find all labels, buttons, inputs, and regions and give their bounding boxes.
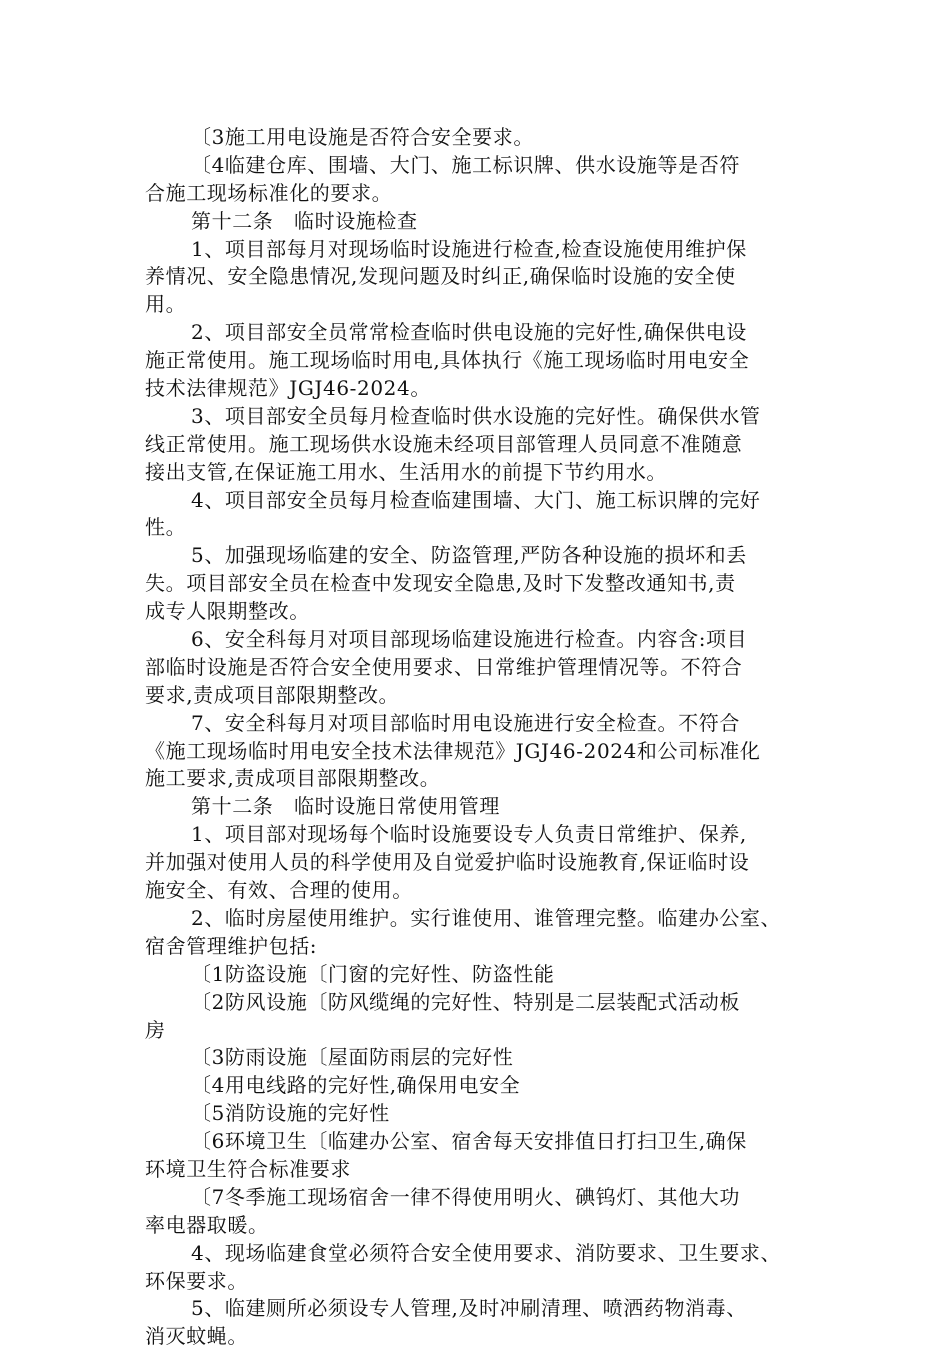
text-line: 线正常使用。施工现场供水设施未经项目部管理人员同意不准随意	[145, 431, 743, 456]
text-line: 环保要求。	[145, 1268, 248, 1293]
text-line: 性。	[145, 515, 187, 540]
document-body	[145, 124, 825, 1351]
text-line: 〔1防盗设施〔门窗的完好性、防盗性能	[191, 961, 555, 986]
text-line: 〔5消防设施的完好性	[191, 1101, 390, 1126]
text-line: 第十二条 临时设施检查	[191, 208, 418, 233]
text-line: 用。	[145, 292, 187, 317]
text-line: 〔4用电线路的完好性,确保用电安全	[191, 1073, 521, 1098]
text-line: 失。项目部安全员在检查中发现安全隐患,及时下发整改通知书,责	[145, 571, 736, 596]
text-line: 成专人限期整改。	[145, 599, 310, 624]
text-line: 2、临时房屋使用维护。实行谁使用、谁管理完整。临建办公室、	[191, 905, 782, 930]
text-line: 1、项目部每月对现场临时设施进行检查,检查设施使用维护保	[191, 236, 747, 261]
text-line: 第十二条 临时设施日常使用管理	[191, 794, 500, 819]
text-line: 2、项目部安全员常常检查临时供电设施的完好性,确保供电设	[191, 320, 747, 345]
text-line: 环境卫生符合标准要求	[145, 1156, 351, 1181]
text-line: 养情况、安全隐患情况,发现问题及时纠正,确保临时设施的安全使	[145, 264, 736, 289]
text-line: 宿舍管理维护包括:	[145, 933, 318, 958]
text-line: 5、临建厕所必须设专人管理,及时冲刷清理、喷洒药物消毒、	[191, 1296, 747, 1321]
text-line: 要求,责成项目部限期整改。	[145, 682, 400, 707]
text-line: 1、项目部对现场每个临时设施要设专人负责日常维护、保养,	[191, 822, 747, 847]
text-line: 〔2防风设施〔防风缆绳的完好性、特别是二层装配式活动板	[191, 989, 740, 1014]
text-line: 4、现场临建食堂必须符合安全使用要求、消防要求、卫生要求、	[191, 1240, 782, 1265]
text-line: 技术法律规范》JGJ46-2024。	[145, 376, 431, 401]
text-line: 《施工现场临时用电安全技术法律规范》JGJ46-2024和公司标准化	[145, 738, 761, 763]
text-line: 部临时设施是否符合安全使用要求、日常维护管理情况等。不符合	[145, 654, 743, 679]
text-line: 消灭蚊蝇。	[145, 1324, 248, 1349]
text-line: 率电器取暖。	[145, 1212, 269, 1237]
text-line: 7、安全科每月对项目部临时用电设施进行安全检查。不符合	[191, 710, 740, 735]
text-line: 〔6环境卫生〔临建办公室、宿舍每天安排值日打扫卫生,确保	[191, 1129, 747, 1154]
text-line: 并加强对使用人员的科学使用及自觉爱护临时设施教育,保证临时设	[145, 850, 750, 875]
text-line: 施正常使用。施工现场临时用电,具体执行《施工现场临时用电安全	[145, 348, 750, 373]
text-line: 5、加强现场临建的安全、防盗管理,严防各种设施的损坏和丢	[191, 543, 747, 568]
text-line: 〔7冬季施工现场宿舍一律不得使用明火、碘钨灯、其他大功	[191, 1184, 740, 1209]
text-line: 4、项目部安全员每月检查临建围墙、大门、施工标识牌的完好	[191, 487, 761, 512]
text-line: 3、项目部安全员每月检查临时供水设施的完好性。确保供水管	[191, 403, 761, 428]
text-line: 合施工现场标准化的要求。	[145, 180, 393, 205]
text-line: 房	[145, 1017, 166, 1042]
text-line: 施安全、有效、合理的使用。	[145, 878, 413, 903]
text-line: 施工要求,责成项目部限期整改。	[145, 766, 441, 791]
text-line: 接出支管,在保证施工用水、生活用水的前提下节约用水。	[145, 459, 667, 484]
text-line: 〔4临建仓库、围墙、大门、施工标识牌、供水设施等是否符	[191, 152, 740, 177]
text-line: 〔3防雨设施〔屋面防雨层的完好性	[191, 1045, 514, 1070]
text-line: 6、安全科每月对项目部现场临建设施进行检查。内容含:项目	[191, 627, 748, 652]
text-line: 〔3施工用电设施是否符合安全要求。	[191, 125, 534, 149]
